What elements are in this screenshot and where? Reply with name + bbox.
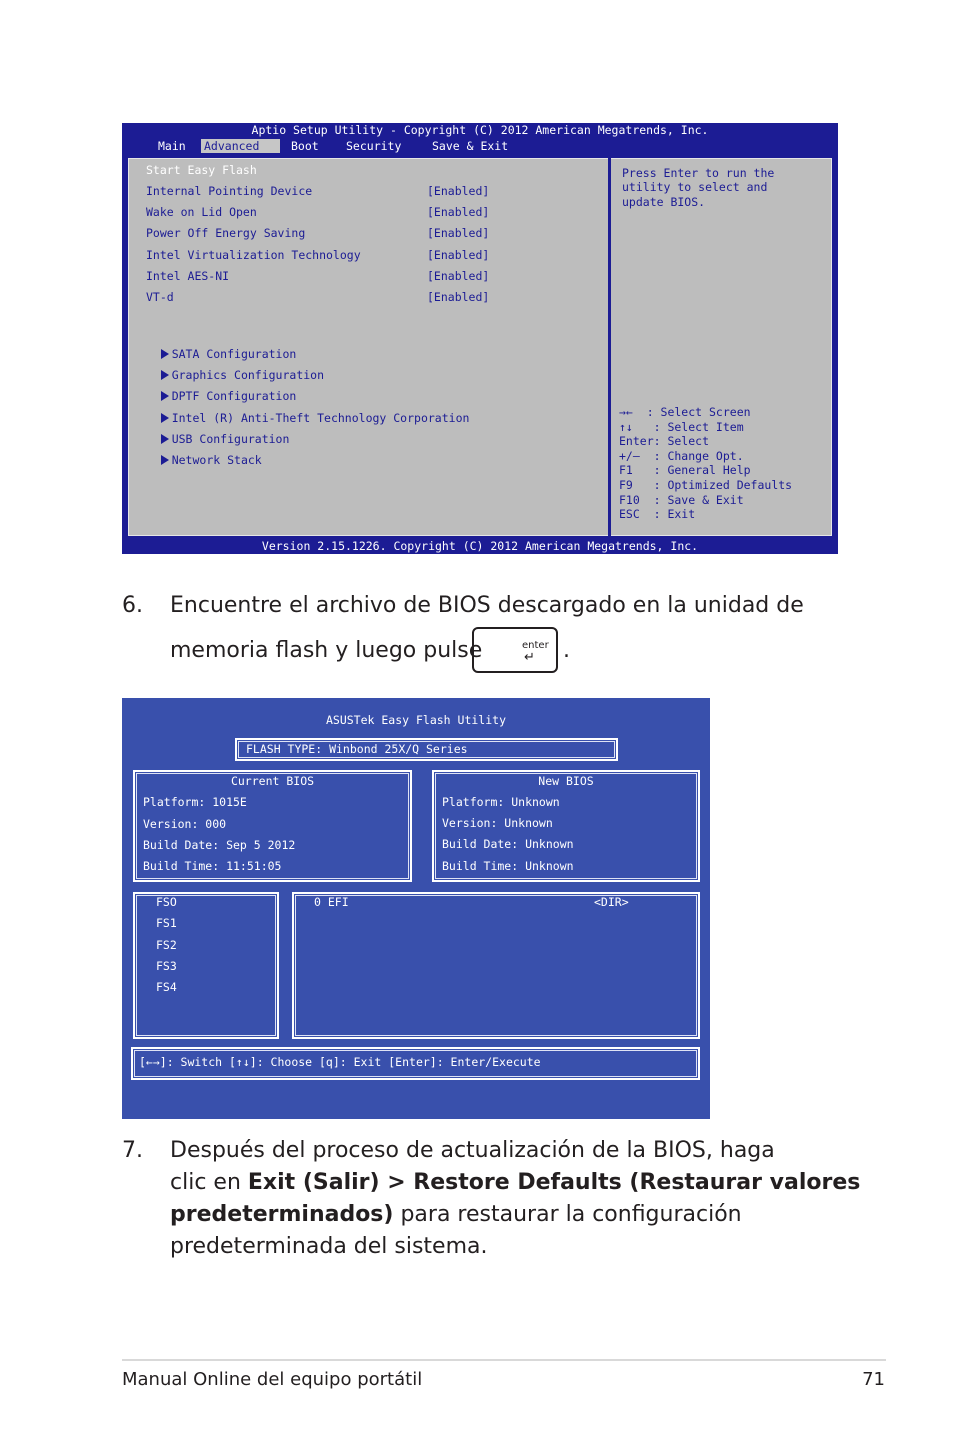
key-legend-line: F1 : General Help	[619, 463, 751, 478]
file-list-box	[292, 892, 700, 1039]
key-legend-line: ESC : Exit	[619, 507, 696, 522]
new-build-time: Build Time: Unknown	[442, 859, 574, 873]
footer-divider	[122, 1359, 886, 1361]
return-arrow-icon: ↵	[524, 650, 535, 665]
bios-item-start-easy-flash[interactable]: Start Easy Flash	[146, 163, 257, 177]
flash-type: FLASH TYPE: Winbond 25X/Q Series	[246, 742, 468, 756]
bios-submenu-network-stack[interactable]	[133, 439, 262, 481]
bios-menu-main[interactable]: Main	[158, 139, 186, 153]
bios-key-legend	[619, 405, 792, 522]
submenu-label: DPTF Configuration	[171, 389, 297, 403]
step-6-number: 6.	[122, 593, 143, 618]
key-legend-line: F9 : Optimized Defaults	[619, 477, 793, 492]
easy-flash-screenshot	[122, 698, 710, 1119]
drive-item-fs4[interactable]: FS4	[156, 980, 177, 994]
key-legend-line: →← : Select Screen	[619, 405, 751, 419]
bios-item-vt-d[interactable]: VT-d	[146, 290, 174, 304]
current-build-time: Build Time: 11:51:05	[143, 859, 282, 873]
enter-key-label: enter	[522, 640, 549, 651]
bios-value-intel-aes-ni[interactable]: [Enabled]	[427, 269, 490, 283]
step-7-line-2-pre: clic en	[170, 1170, 248, 1195]
submenu-label: SATA Configuration	[171, 347, 297, 361]
drive-item-fs2[interactable]: FS2	[156, 938, 177, 952]
current-bios-heading: Current BIOS	[230, 774, 315, 788]
bios-item-internal-pointing-device[interactable]: Internal Pointing Device	[146, 184, 313, 198]
key-legend-line: F10 : Save & Exit	[619, 492, 744, 507]
drive-item-fs1[interactable]: FS1	[156, 916, 177, 930]
bios-menu-bar	[122, 138, 838, 154]
submenu-label: Graphics Configuration	[171, 368, 325, 382]
bios-version: Version 2.15.1226. Copyright (C) 2012 American Megatrends, Inc.	[261, 539, 699, 553]
hint-bar: [←→]: Switch [↑↓]: Choose [q]: Exit [Enter]: Enter/Execute	[139, 1055, 541, 1069]
step-7-exit-restore-defaults: Exit (Salir) > Restore Defaults (Restaurar valores	[247, 1170, 861, 1195]
bios-setup-screenshot	[122, 123, 838, 554]
bios-item-intel-virtualization[interactable]: Intel Virtualization Technology	[146, 248, 361, 262]
file-entry-type: <DIR>	[594, 895, 629, 909]
bios-help-text	[622, 166, 822, 209]
drive-list-box	[133, 892, 279, 1039]
submenu-arrow-icon	[161, 455, 169, 465]
bios-title: Aptio Setup Utility - Copyright (C) 2012 American Megatrends, Inc.	[251, 123, 709, 137]
new-build-date: Build Date: Unknown	[442, 837, 574, 851]
step-7-line-3	[170, 1199, 742, 1231]
step-6-line-1: Encuentre el archivo de BIOS descargado en la unidad de	[170, 593, 804, 618]
flash-title: ASUSTek Easy Flash Utility	[325, 713, 506, 727]
bios-item-intel-aes-ni[interactable]: Intel AES-NI	[146, 269, 230, 283]
new-platform: Platform: Unknown	[442, 795, 560, 809]
bios-value-wake-on-lid-open[interactable]: [Enabled]	[427, 205, 490, 219]
submenu-label: Network Stack	[171, 453, 262, 467]
help-line: utility to select and	[622, 180, 768, 195]
submenu-label: USB Configuration	[171, 432, 290, 446]
step-6-line-2: memoria flash y luego pulse	[170, 638, 483, 663]
new-bios-heading: New BIOS	[538, 774, 594, 788]
bios-menu-save-exit[interactable]: Save & Exit	[432, 139, 509, 153]
enter-key-icon	[472, 627, 558, 673]
new-version: Version: Unknown	[442, 816, 553, 830]
bios-panel-divider	[608, 156, 611, 538]
page-number: 71	[862, 1369, 885, 1390]
bios-item-wake-on-lid-open[interactable]: Wake on Lid Open	[146, 205, 257, 219]
key-legend-line: Enter: Select	[619, 434, 710, 449]
drive-item-fs3[interactable]: FS3	[156, 959, 177, 973]
step-6-period: .	[563, 638, 570, 663]
step-7-number: 7.	[122, 1138, 143, 1163]
help-line: update BIOS.	[622, 194, 706, 209]
bios-value-intel-virtualization[interactable]: [Enabled]	[427, 248, 490, 262]
bios-menu-boot[interactable]: Boot	[291, 139, 319, 153]
file-entry-name[interactable]: 0 EFI	[314, 895, 349, 909]
step-7-line-1: Después del proceso de actualización de la BIOS, haga	[170, 1138, 775, 1163]
footer-title: Manual Online del equipo portátil	[122, 1369, 423, 1390]
bios-menu-advanced[interactable]: Advanced	[201, 139, 280, 153]
current-build-date: Build Date: Sep 5 2012	[143, 838, 296, 852]
step-7-line-4: predeterminada del sistema.	[170, 1234, 488, 1259]
bios-menu-security[interactable]: Security	[346, 139, 402, 153]
step-7-line-3-post: para restaurar la configuración	[393, 1202, 742, 1227]
bios-value-vt-d[interactable]: [Enabled]	[427, 290, 490, 304]
current-version: Version: 000	[143, 817, 227, 831]
step-7-predeterminados: predeterminados)	[170, 1202, 394, 1227]
bios-value-internal-pointing-device[interactable]: [Enabled]	[427, 184, 490, 198]
drive-item-fso[interactable]: FSO	[156, 895, 177, 909]
bios-value-power-off-energy-saving[interactable]: [Enabled]	[427, 226, 490, 240]
submenu-label: Intel (R) Anti-Theft Technology Corporation	[171, 411, 470, 425]
help-line: Press Enter to run the	[622, 166, 775, 180]
current-platform: Platform: 1015E	[143, 795, 247, 809]
bios-item-power-off-energy-saving[interactable]: Power Off Energy Saving	[146, 226, 306, 240]
step-7-line-2	[170, 1167, 860, 1199]
key-legend-line: ↑↓ : Select Item	[619, 419, 744, 434]
key-legend-line: +/— : Change Opt.	[619, 448, 744, 463]
